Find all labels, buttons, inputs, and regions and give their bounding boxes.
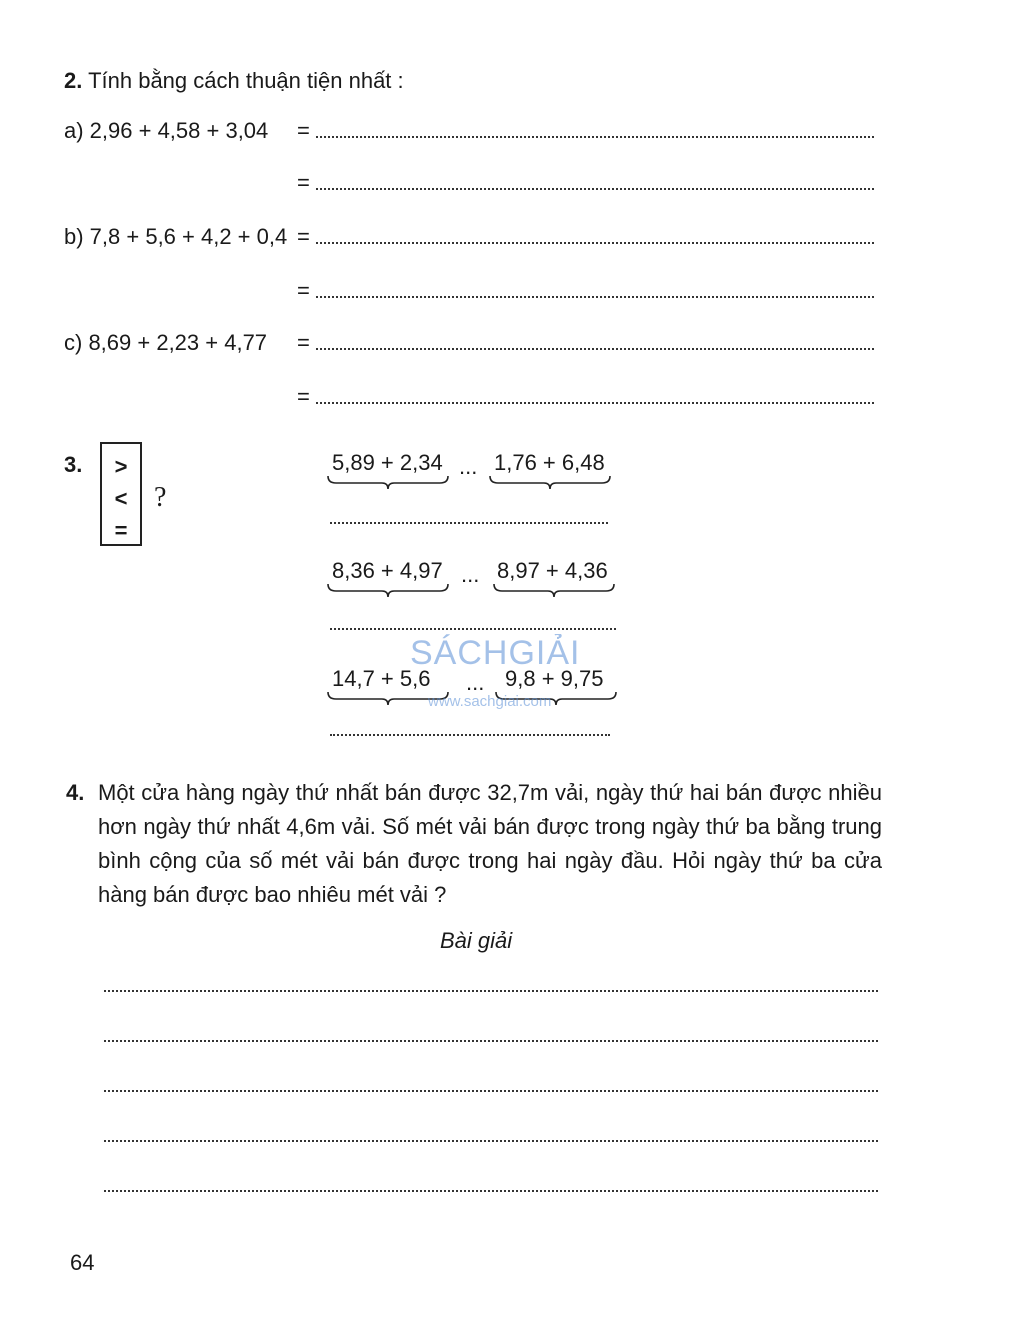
- solution-title: Bài giải: [440, 928, 513, 953]
- ex3-row3-right: 9,8 + 9,75: [505, 666, 604, 691]
- ex3-row3-dots: ...: [466, 670, 485, 695]
- ex4-number: 4.: [66, 780, 85, 805]
- comparison-sign-box: [100, 442, 142, 546]
- watermark-logo: SÁCHGIẢI: [410, 634, 581, 672]
- ex3-row1-dots: ...: [459, 454, 478, 479]
- ex3-row1-answer-line[interactable]: [330, 522, 608, 524]
- solution-line-1[interactable]: [104, 990, 878, 992]
- greater-sign: >: [114, 454, 128, 479]
- solution-line-5[interactable]: [104, 1190, 878, 1192]
- ex3-row2-answer-line[interactable]: [330, 628, 616, 630]
- ex3-row1-right-brace: [488, 474, 612, 490]
- solution-line-4[interactable]: [104, 1140, 878, 1142]
- ex2-number: 2.: [64, 68, 83, 93]
- ex2-b-answer-line-2[interactable]: [316, 296, 874, 298]
- ex2-c-equals-1: =: [297, 330, 310, 355]
- ex3-question-mark: ?: [154, 482, 167, 513]
- ex3-row2-dots: ...: [461, 562, 480, 587]
- page-number: 64: [70, 1250, 95, 1275]
- ex2-b-equals-2: =: [297, 278, 310, 303]
- ex2-a-equals-1: =: [297, 118, 310, 143]
- ex2-a-expression: a) 2,96 + 4,58 + 3,04: [64, 118, 269, 143]
- ex2-a-answer-line-1[interactable]: [316, 136, 874, 138]
- ex3-row3-left: 14,7 + 5,6: [332, 666, 431, 691]
- ex2-c-answer-line-2[interactable]: [316, 402, 874, 404]
- ex3-row2-left-brace: [326, 582, 450, 598]
- solution-line-3[interactable]: [104, 1090, 878, 1092]
- ex2-b-equals-1: =: [297, 224, 310, 249]
- ex2-a-answer-line-2[interactable]: [316, 188, 874, 190]
- ex3-row2-left: 8,36 + 4,97: [332, 558, 443, 583]
- ex3-row1-left-brace: [326, 474, 450, 490]
- ex3-number: 3.: [64, 452, 83, 477]
- ex3-row2-right-brace: [492, 582, 616, 598]
- ex4-problem-text: Một cửa hàng ngày thứ nhất bán được 32,7m vải, ngày thứ hai bán được nhiều hơn ngày thứ nhất 4,6m vải. Số mét vải bán được trong ngày thứ ba bằng trung bình cộng của số mét vải bán được trong hai ngày đầu. Hỏi ngày thứ ba cửa hàng bán được bao nhiêu mét vải ?: [98, 780, 882, 907]
- ex2-c-expression: c) 8,69 + 2,23 + 4,77: [64, 330, 268, 355]
- ex2-b-expression: b) 7,8 + 5,6 + 4,2 + 0,4: [64, 224, 288, 249]
- ex3-row1-left: 5,89 + 2,34: [332, 450, 443, 475]
- ex3-row3-answer-line[interactable]: [330, 734, 610, 736]
- ex3-row1-right: 1,76 + 6,48: [494, 450, 605, 475]
- ex2-heading: [64, 70, 404, 92]
- ex2-b-answer-line-1[interactable]: [316, 242, 874, 244]
- solution-line-2[interactable]: [104, 1040, 878, 1042]
- ex2-c-answer-line-1[interactable]: [316, 348, 874, 350]
- ex2-a-equals-2: =: [297, 170, 310, 195]
- less-sign: <: [114, 486, 128, 511]
- ex3-row2-right: 8,97 + 4,36: [497, 558, 608, 583]
- ex2-heading-text: Tính bằng cách thuận tiện nhất :: [88, 68, 404, 93]
- equal-sign: =: [114, 518, 128, 543]
- ex2-c-equals-2: =: [297, 384, 310, 409]
- watermark-url: www.sachgiai.com: [428, 693, 552, 710]
